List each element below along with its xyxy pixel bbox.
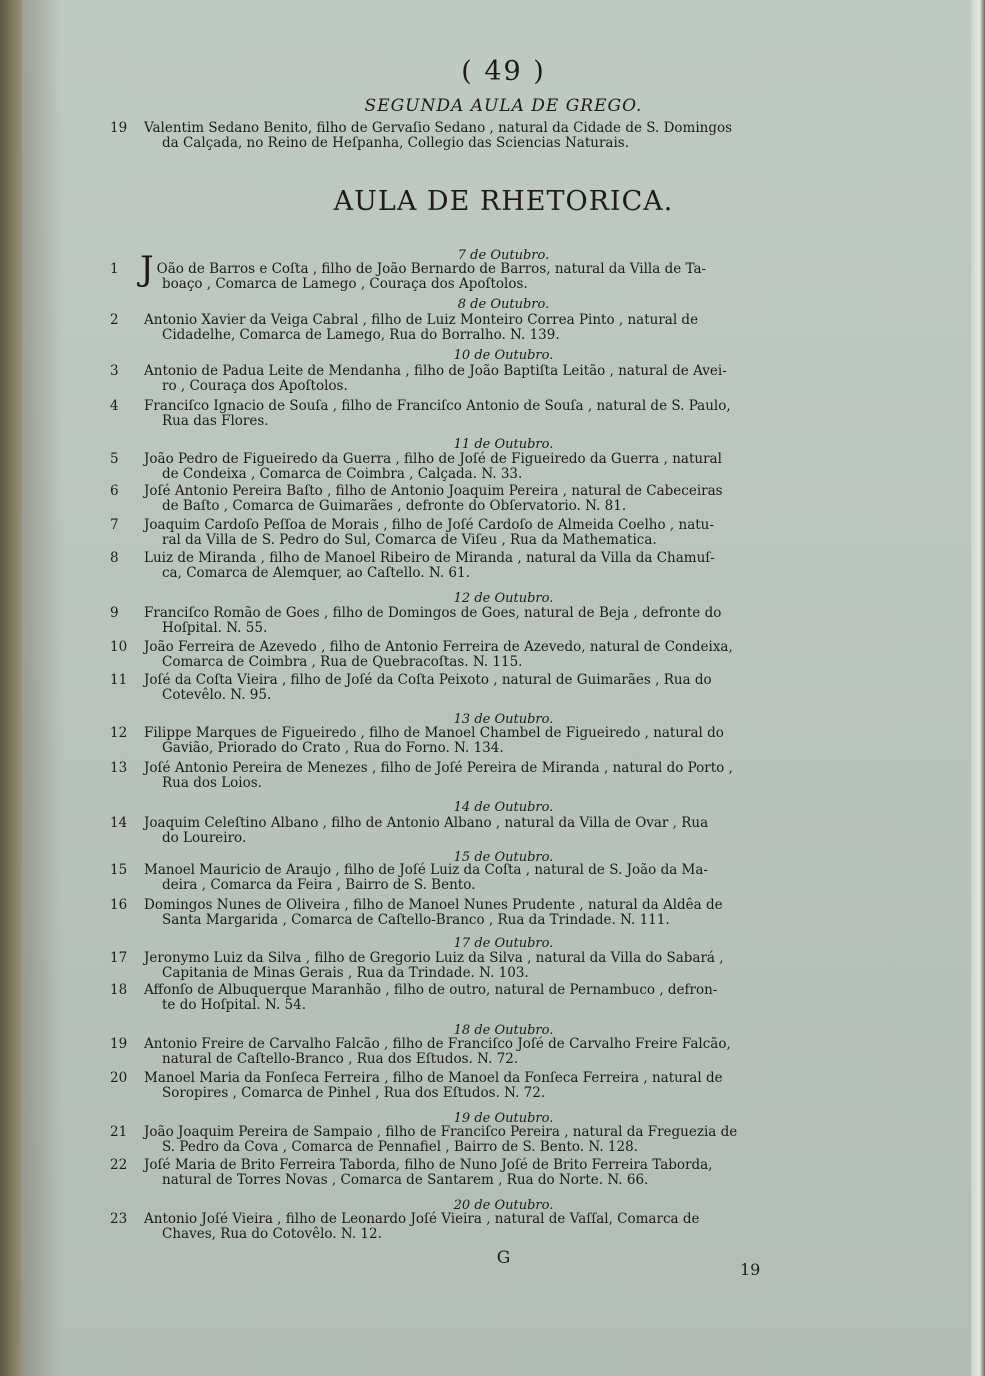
entry-line-continued: Comarca de Coimbra , Rua de Quebracoſtas. N. 115. bbox=[162, 654, 523, 670]
entry-line: Joſé Antonio Pereira Baſto , filho de Antonio Joaquim Pereira , natural de Cabeceiras bbox=[144, 483, 723, 499]
entry-number: 14 bbox=[110, 815, 128, 831]
entry-line: Joſé Antonio Pereira de Menezes , filho de Joſé Pereira de Miranda , natural do Porto , bbox=[144, 760, 733, 776]
entry-line: Luiz de Miranda , filho de Manoel Ribeiro de Miranda , natural da Villa da Chamuſ- bbox=[144, 550, 715, 566]
date-heading: 12 de Outubro. bbox=[453, 591, 554, 606]
entry-line: Joſé Maria de Brito Ferreira Taborda, filho de Nuno Joſé de Brito Ferreira Taborda, bbox=[144, 1157, 713, 1173]
entry-number: 12 bbox=[110, 725, 128, 741]
entry-number: 8 bbox=[110, 550, 119, 566]
entry-line: Franciſco Romão de Goes , filho de Domingos de Goes, natural de Beja , defronte do bbox=[144, 605, 722, 621]
date-heading: 19 de Outubro. bbox=[453, 1111, 554, 1126]
entry-number: 20 bbox=[110, 1070, 128, 1086]
date-heading: 8 de Outubro. bbox=[457, 297, 550, 312]
entry-line-continued: boaço , Comarca de Lamego , Couraça dos Apoſtolos. bbox=[162, 276, 528, 292]
entry-number: 2 bbox=[110, 312, 119, 328]
entry-line-continued: deira , Comarca da Feira , Bairro de S. Bento. bbox=[162, 877, 476, 893]
document-page bbox=[22, 0, 985, 1376]
entry-line: Joaquim Cardoſo Peſſoa de Morais , filho de Joſé Cardoſo de Almeida Coelho , natu- bbox=[144, 517, 714, 533]
list-item bbox=[110, 897, 794, 928]
list-item bbox=[110, 363, 794, 394]
list-item bbox=[110, 1070, 794, 1101]
entry-line: Joaquim Celeſtino Albano , filho de Antonio Albano , natural da Villa de Ovar , Rua bbox=[144, 815, 709, 831]
list-item bbox=[110, 639, 794, 670]
entry-line-continued: ca, Comarca de Alemquer, ao Caſtello. N. 61. bbox=[162, 565, 470, 581]
list-item bbox=[110, 312, 794, 343]
date-heading: 13 de Outubro. bbox=[453, 712, 554, 727]
entry-number: 17 bbox=[110, 950, 128, 966]
entry-line-continued: ral da Villa de S. Pedro do Sul, Comarca de Viſeu , Rua da Mathematica. bbox=[162, 532, 657, 548]
entry-line-continued: da Calçada, no Reino de Heſpanha, Collegio das Sciencias Naturais. bbox=[162, 135, 629, 151]
entry-number: 3 bbox=[110, 363, 119, 379]
entry-line-continued: te do Hoſpital. N. 54. bbox=[162, 997, 306, 1013]
entry-line: João Ferreira de Azevedo , filho de Antonio Ferreira de Azevedo, natural de Condeixa, bbox=[144, 639, 733, 655]
list-item bbox=[110, 672, 794, 703]
entry-line: Domingos Nunes de Oliveira , filho de Manoel Nunes Prudente , natural da Aldêa de bbox=[144, 897, 723, 913]
date-heading: 17 de Outubro. bbox=[453, 936, 554, 951]
list-item bbox=[110, 605, 794, 636]
entry-line: Affonſo de Albuquerque Maranhão , filho de outro, natural de Pernambuco , defron- bbox=[144, 982, 718, 998]
page-number: ( 49 ) bbox=[461, 56, 546, 87]
entry-line: Joſé da Coſta Vieira , filho de Joſé da Coſta Peixoto , natural de Guimarães , Rua do bbox=[144, 672, 712, 688]
entry-number: 1 bbox=[110, 261, 119, 277]
entry-line: Antonio Joſé Vieira , filho de Leonardo Joſé Vieira , natural de Vaſſal, Comarca de bbox=[144, 1211, 700, 1227]
entry-line-continued: do Loureiro. bbox=[162, 830, 247, 846]
date-heading: 14 de Outubro. bbox=[453, 800, 554, 815]
entry-number: 5 bbox=[110, 451, 119, 467]
entry-line-continued: de Condeixa , Comarca de Coimbra , Calçada. N. 33. bbox=[162, 466, 523, 482]
section-heading: AULA DE RHETORICA. bbox=[333, 186, 674, 217]
list-item bbox=[110, 982, 794, 1013]
date-heading: 15 de Outubro. bbox=[453, 850, 554, 865]
entry-line: Antonio Freire de Carvalho Falcão , filho de Franciſco Joſé de Carvalho Freire Falcão, bbox=[144, 1036, 731, 1052]
entry-line-continued: Rua dos Loios. bbox=[162, 775, 262, 791]
entry-number: 7 bbox=[110, 517, 119, 533]
entry-line-continued: Hoſpital. N. 55. bbox=[162, 620, 268, 636]
entry-number: 18 bbox=[110, 982, 128, 998]
previous-section-title: SEGUNDA AULA DE GREGO. bbox=[364, 96, 643, 116]
entry-line-continued: de Baſto , Comarca de Guimarães , defronte do Obſervatorio. N. 81. bbox=[162, 498, 627, 514]
list-item bbox=[110, 862, 794, 893]
book-gutter bbox=[0, 0, 22, 1376]
entry-line-continued: Rua das Flores. bbox=[162, 413, 269, 429]
entry-line: Manoel Maria da Fonſeca Ferreira , filho de Manoel da Fonſeca Ferreira , natural de bbox=[144, 1070, 723, 1086]
entry-line: Filippe Marques de Figueiredo , filho de Manoel Chambel de Figueiredo , natural do bbox=[144, 725, 724, 741]
entry-number: 16 bbox=[110, 897, 128, 913]
entry-line: Oão de Barros e Coſta , filho de João Bernardo de Barros, natural da Villa de Ta- bbox=[156, 261, 707, 277]
catchword: 19 bbox=[740, 1260, 761, 1279]
list-item bbox=[110, 1124, 794, 1155]
date-heading: 7 de Outubro. bbox=[457, 248, 550, 263]
entry-line: João Joaquim Pereira de Sampaio , filho de Franciſco Pereira , natural da Freguezia de bbox=[144, 1124, 738, 1140]
list-item bbox=[110, 725, 794, 756]
entry-line: Antonio Xavier da Veiga Cabral , filho de Luiz Monteiro Correa Pinto , natural de bbox=[144, 312, 699, 328]
list-item bbox=[110, 1157, 794, 1188]
entry-line: Valentim Sedano Benito, filho de Gervaſio Sedano , natural da Cidade de S. Domingos bbox=[144, 120, 733, 136]
previous-section-entry bbox=[110, 120, 794, 151]
entry-number: 21 bbox=[110, 1124, 128, 1140]
list-item bbox=[110, 1036, 794, 1067]
date-heading: 11 de Outubro. bbox=[453, 437, 554, 452]
signature-mark: G bbox=[496, 1248, 511, 1268]
list-item bbox=[110, 550, 794, 581]
list-item bbox=[110, 950, 794, 981]
entry-line: Jeronymo Luiz da Silva , filho de Gregorio Luiz da Silva , natural da Villa do Sabará , bbox=[144, 950, 724, 966]
entry-line-continued: S. Pedro da Cova , Comarca de Pennafiel , Bairro de S. Bento. N. 128. bbox=[162, 1139, 638, 1155]
entry-line: Manoel Mauricio de Araujo , filho de Joſé Luiz da Coſta , natural de S. João da Ma- bbox=[144, 862, 708, 878]
entry-number: 4 bbox=[110, 398, 119, 414]
entry-line: Franciſco Ignacio de Souſa , filho de Franciſco Antonio de Souſa , natural de S. Paulo, bbox=[144, 398, 731, 414]
entry-line-continued: Santa Margarida , Comarca de Caſtello-Branco , Rua da Trindade. N. 111. bbox=[162, 912, 670, 928]
list-item bbox=[110, 1211, 794, 1242]
entry-number: 9 bbox=[110, 605, 119, 621]
list-item bbox=[110, 760, 794, 791]
entry-line-continued: Cotevêlo. N. 95. bbox=[162, 687, 272, 703]
list-item bbox=[110, 483, 794, 514]
entry-line-continued: Cidadelhe, Comarca de Lamego, Rua do Borralho. N. 139. bbox=[162, 327, 560, 343]
entry-number: 23 bbox=[110, 1211, 128, 1227]
date-heading: 20 de Outubro. bbox=[453, 1198, 554, 1213]
entry-line-continued: Capitania de Minas Gerais , Rua da Trindade. N. 103. bbox=[162, 965, 529, 981]
entry-number: 10 bbox=[110, 639, 128, 655]
drop-cap: J bbox=[140, 249, 154, 289]
entry-number: 6 bbox=[110, 483, 119, 499]
entry-line-continued: natural de Torres Novas , Comarca de Santarem , Rua do Norte. N. 66. bbox=[162, 1172, 649, 1188]
entry-line-continued: natural de Caſtello-Branco , Rua dos Eſtudos. N. 72. bbox=[162, 1051, 519, 1067]
list-item bbox=[110, 517, 794, 548]
entry-number: 15 bbox=[110, 862, 128, 878]
entry-number: 11 bbox=[110, 672, 128, 688]
entry-number: 13 bbox=[110, 760, 128, 776]
list-item bbox=[110, 815, 794, 846]
list-item bbox=[110, 398, 794, 429]
entry-line-continued: Soropires , Comarca de Pinhel , Rua dos Eſtudos. N. 72. bbox=[162, 1085, 546, 1101]
list-item bbox=[110, 451, 794, 482]
date-heading: 10 de Outubro. bbox=[453, 348, 554, 363]
entry-number: 19 bbox=[110, 1036, 128, 1052]
entry-line-continued: Chaves, Rua do Cotovêlo. N. 12. bbox=[162, 1226, 382, 1242]
entry-number: 19 bbox=[110, 120, 128, 136]
entry-line-continued: Gavião, Priorado do Crato , Rua do Forno. N. 134. bbox=[162, 740, 504, 756]
entry-line: Antonio de Padua Leite de Mendanha , filho de João Baptiſta Leitão , natural de Avei- bbox=[144, 363, 727, 379]
entry-number: 22 bbox=[110, 1157, 128, 1173]
entry-line-continued: ro , Couraça dos Apoſtolos. bbox=[162, 378, 348, 394]
date-heading: 18 de Outubro. bbox=[453, 1023, 554, 1038]
entry-line: João Pedro de Figueiredo da Guerra , filho de Joſé de Figueiredo da Guerra , natural bbox=[144, 451, 722, 467]
